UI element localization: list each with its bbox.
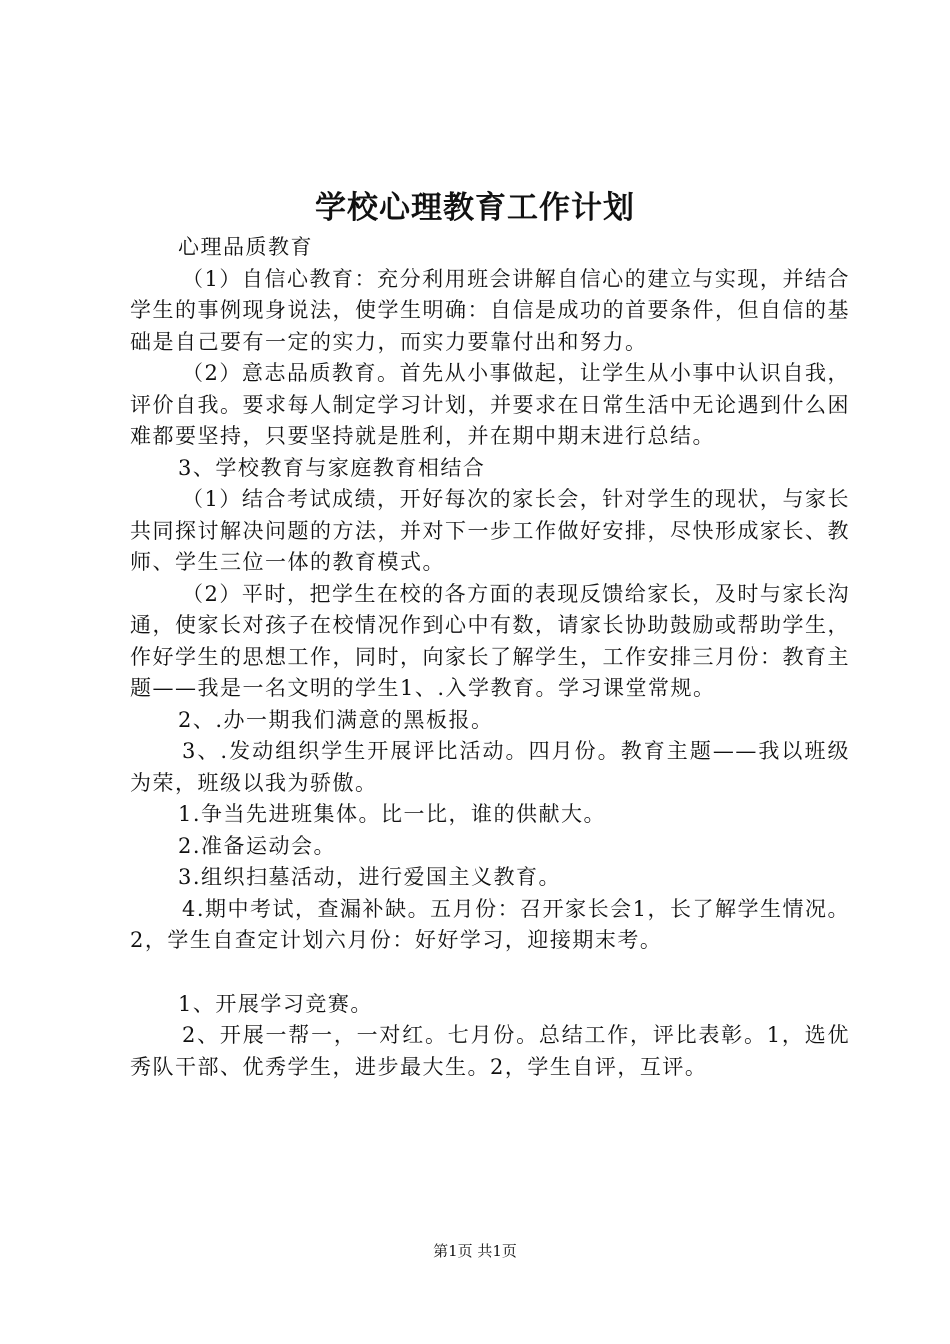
page-number-footer: 第1页 共1页 [433, 1242, 517, 1260]
section-heading-school-family: 3、学校教育与家庭教育相结合 [178, 455, 486, 480]
paragraph-parent-meeting: （1）结合考试成绩，开好每次的家长会，针对学生的现状，与家长共同探讨解决问题的方法，并对下一步工作做好安排，尽快形成家长、教师、学生三位一体的教育模式。 [130, 487, 850, 574]
list-item-study-contest: 1、开展学习竞赛。 [178, 991, 373, 1016]
list-item-advanced-class: 1.争当先进班集体。比一比，谁的供献大。 [178, 802, 607, 826]
paragraph-confidence-education: （1）自信心教育：充分利用班会讲解自信心的建立与实现，并结合学生的事例现身说法，使学生明确：自信是成功的首要条件，但自信的基础是自己要有一定的实力，而实力要靠付出和努力。 [130, 266, 850, 354]
document-body [130, 232, 850, 1083]
section-heading-psychology-quality: 心理品质教育 [178, 235, 313, 259]
list-item-tomb-sweeping: 3.组织扫墓活动，进行爱国主义教育。 [178, 865, 562, 889]
paragraph-spacer [130, 957, 850, 989]
list-item-evaluation: 3、.发动组织学生开展评比活动。四月份。教育主题——我以班级为荣，班级以我为骄傲。 [130, 739, 850, 795]
list-item-blackboard: 2、.办一期我们满意的黑板报。 [178, 707, 494, 732]
paragraph-parent-feedback: （2）平时，把学生在校的各方面的表现反馈给家长，及时与家长沟通，使家长对孩子在校情况作到心中有数，请家长协助鼓励或帮助学生，作好学生的思想工作，同时，向家长了解学生，工作安排三月份：教育主题——我是一名文明的学生1、.入学教育。学习课堂常规。 [130, 581, 850, 700]
paragraph-willpower-education: （2）意志品质教育。首先从小事做起，让学生从小事中认识自我，评价自我。要求每人制定学习计划，并要求在日常生活中无论遇到什么困难都要坚持，只要坚持就是胜利，并在期中期末进行总结。 [130, 361, 850, 448]
list-item-midterm: 4.期中考试，查漏补缺。五月份：召开家长会1，长了解学生情况。2，学生自查定计划六月份：好好学习，迎接期末考。 [130, 896, 850, 952]
document-title: 学校心理教育工作计划 [315, 190, 635, 226]
list-item-peer-help: 2、开展一帮一，一对红。七月份。总结工作，评比表彰。1，选优秀队干部、优秀学生，进步最大生。2，学生自评，互评。 [130, 1023, 850, 1079]
list-item-sports-meet: 2.准备运动会。 [178, 833, 337, 858]
